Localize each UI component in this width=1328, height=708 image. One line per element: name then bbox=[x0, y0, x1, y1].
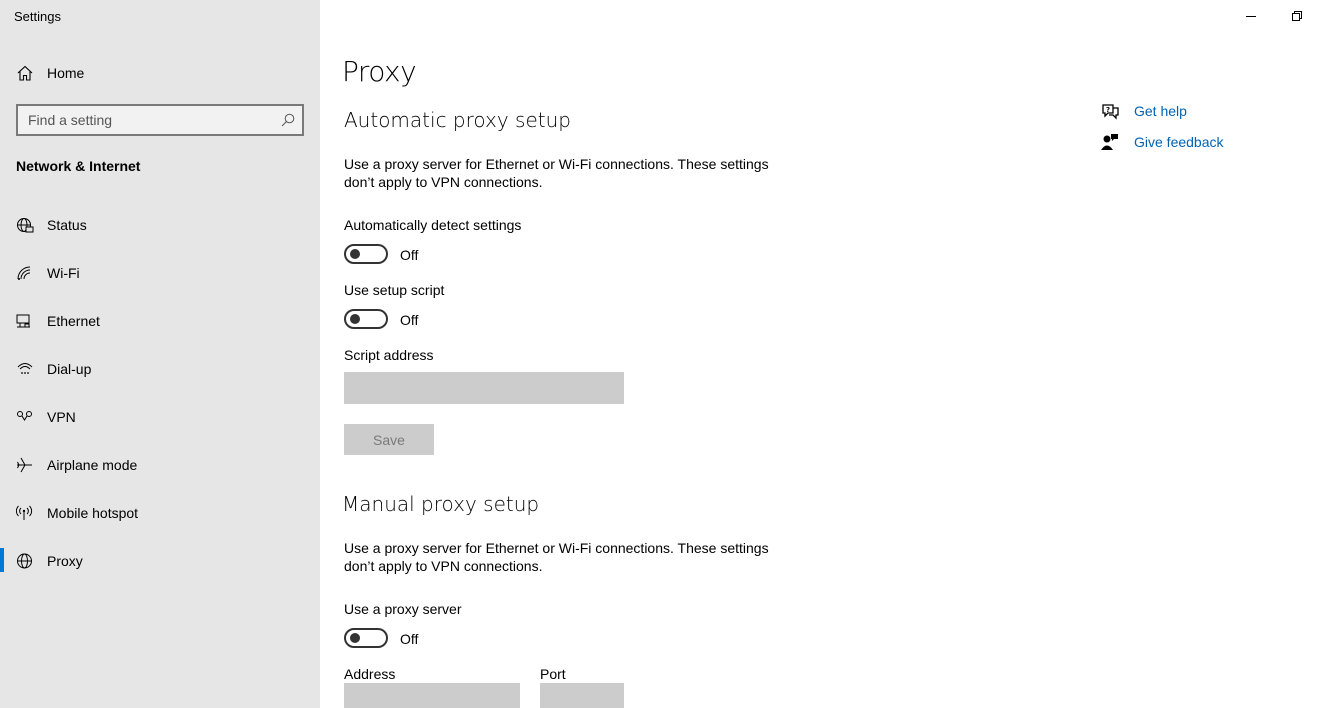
use-proxy-toggle[interactable] bbox=[344, 628, 388, 648]
svg-text:?: ? bbox=[1106, 106, 1111, 114]
sidebar-item-label: Proxy bbox=[47, 553, 83, 569]
sidebar-item-label: Ethernet bbox=[47, 313, 100, 329]
home-icon bbox=[16, 65, 34, 81]
manual-proxy-description: Use a proxy server for Ethernet or Wi-Fi connections. These settings don’t apply to VPN connections. bbox=[344, 540, 769, 574]
wifi-icon bbox=[16, 265, 34, 281]
hotspot-icon bbox=[16, 505, 34, 521]
proxy-port-field[interactable] bbox=[540, 683, 624, 708]
use-proxy-state: Off bbox=[400, 631, 419, 647]
sidebar-item-label: VPN bbox=[47, 409, 76, 425]
setup-script-label: Use setup script bbox=[344, 282, 445, 298]
airplane-icon bbox=[16, 457, 34, 473]
sidebar-item-status[interactable] bbox=[0, 208, 320, 256]
search-input[interactable] bbox=[18, 106, 268, 134]
sidebar-item-ethernet[interactable] bbox=[0, 304, 320, 352]
get-help-label[interactable]: Get help bbox=[1134, 103, 1187, 119]
give-feedback-label[interactable]: Give feedback bbox=[1134, 134, 1224, 150]
get-help-link[interactable] bbox=[1100, 101, 1300, 125]
globe-icon bbox=[16, 553, 34, 569]
automatic-proxy-description: Use a proxy server for Ethernet or Wi-Fi connections. These settings don’t apply to VPN connections. bbox=[344, 156, 769, 190]
detect-settings-label: Automatically detect settings bbox=[344, 217, 522, 233]
detect-settings-toggle[interactable] bbox=[344, 244, 388, 264]
search-icon[interactable] bbox=[281, 113, 295, 127]
sidebar-item-wifi[interactable] bbox=[0, 256, 320, 304]
proxy-port-label: Port bbox=[540, 666, 566, 682]
search-box[interactable] bbox=[16, 104, 304, 136]
app-title: Settings bbox=[14, 9, 61, 24]
globe-status-icon bbox=[16, 217, 34, 233]
proxy-address-field[interactable] bbox=[344, 683, 520, 708]
dialup-icon bbox=[16, 361, 34, 377]
give-feedback-link[interactable] bbox=[1100, 132, 1300, 156]
sidebar-item-label: Mobile hotspot bbox=[47, 505, 139, 521]
sidebar bbox=[0, 0, 320, 708]
setup-script-state: Off bbox=[400, 312, 419, 328]
page-title: Proxy bbox=[342, 55, 417, 88]
home-button[interactable] bbox=[0, 57, 320, 89]
sidebar-item-proxy[interactable] bbox=[0, 544, 320, 592]
sidebar-item-mobile-hotspot[interactable] bbox=[0, 496, 320, 544]
feedback-person-icon bbox=[1100, 132, 1120, 152]
script-address-field[interactable] bbox=[344, 372, 624, 404]
detect-settings-state: Off bbox=[400, 247, 419, 263]
sidebar-item-label: Dial-up bbox=[47, 361, 92, 377]
sidebar-item-label: Status bbox=[47, 217, 87, 233]
automatic-proxy-heading: Automatic proxy setup bbox=[344, 108, 571, 132]
save-button[interactable]: Save bbox=[344, 424, 434, 455]
use-proxy-label: Use a proxy server bbox=[344, 601, 462, 617]
proxy-address-label: Address bbox=[344, 666, 396, 682]
setup-script-toggle[interactable] bbox=[344, 309, 388, 329]
ethernet-icon bbox=[16, 313, 34, 329]
script-address-label: Script address bbox=[344, 347, 434, 363]
sidebar-item-label: Airplane mode bbox=[47, 457, 138, 473]
sidebar-item-dialup[interactable] bbox=[0, 352, 320, 400]
vpn-icon bbox=[16, 409, 34, 425]
sidebar-item-airplane-mode[interactable] bbox=[0, 448, 320, 496]
help-chat-icon bbox=[1100, 101, 1120, 121]
sidebar-item-label: Wi-Fi bbox=[47, 265, 80, 281]
home-label: Home bbox=[47, 65, 85, 81]
section-title: Network & Internet bbox=[16, 158, 141, 174]
sidebar-item-vpn[interactable] bbox=[0, 400, 320, 448]
sidebar-nav bbox=[0, 208, 320, 592]
manual-proxy-heading: Manual proxy setup bbox=[342, 492, 540, 516]
